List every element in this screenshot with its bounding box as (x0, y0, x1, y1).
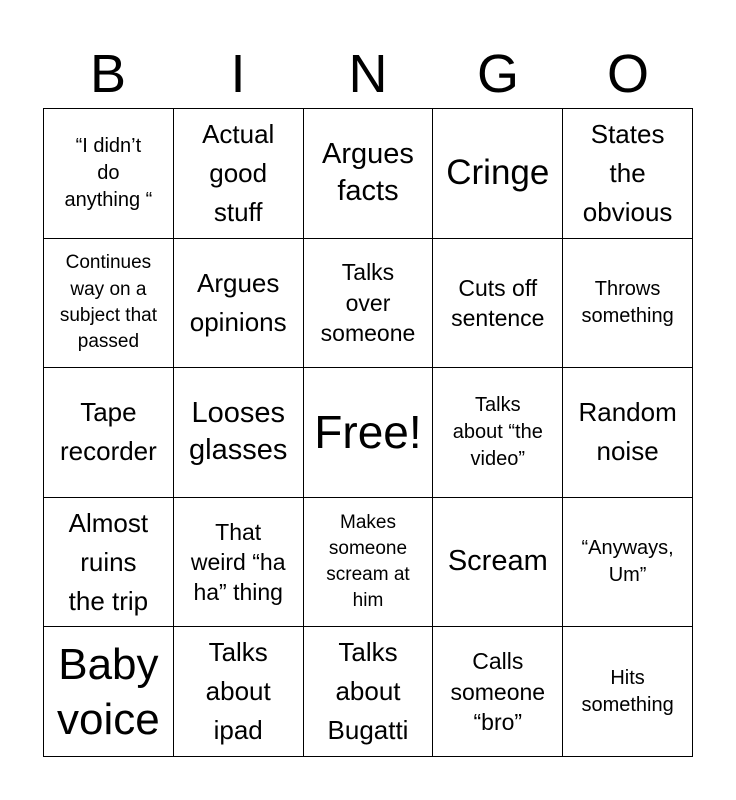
cell-text: Cuts off sentence (451, 274, 545, 331)
cell-text: Calls someone “bro” (450, 648, 546, 735)
bingo-cell[interactable] (563, 627, 693, 757)
cell-text: “I didn’t do anything “ (64, 134, 153, 211)
cell-text: Argues facts (322, 137, 414, 208)
bingo-cell[interactable] (174, 109, 304, 239)
free-space-text: Free! (314, 406, 422, 459)
cell-text: Throws something (581, 277, 674, 327)
bingo-cell[interactable] (433, 109, 563, 239)
cell-text: Continues way on a subject that passed (59, 252, 157, 353)
bingo-cell[interactable] (174, 239, 304, 369)
cell-text: Hits something (581, 666, 674, 716)
cell-text: Argues opinions (189, 267, 287, 337)
bingo-cell[interactable] (44, 109, 174, 239)
cell-text: Scream (447, 545, 548, 578)
cell-text: Cringe (446, 153, 550, 193)
bingo-cell[interactable] (44, 627, 174, 757)
header-letter-n: N (348, 44, 388, 104)
bingo-cell[interactable] (563, 368, 693, 498)
bingo-cell[interactable] (563, 239, 693, 369)
cell-text: Talks about ipad (205, 637, 271, 746)
cell-text: Makes someone scream at him (326, 511, 410, 612)
free-space-cell[interactable] (304, 368, 434, 498)
bingo-cell[interactable] (174, 368, 304, 498)
header-letter-b: B (89, 44, 127, 104)
bingo-cell[interactable] (433, 498, 563, 628)
bingo-cell[interactable] (44, 239, 174, 369)
cell-text: Talks about Bugatti (327, 637, 409, 746)
header-letter-g: G (476, 44, 519, 104)
cell-text: Almost ruins the trip (68, 507, 149, 616)
bingo-cell[interactable] (433, 239, 563, 369)
bingo-cell[interactable] (44, 368, 174, 498)
cell-text: “Anyways, Um” (581, 537, 674, 587)
cell-text: Random noise (578, 397, 677, 467)
bingo-cell[interactable] (174, 627, 304, 757)
bingo-cell[interactable] (44, 498, 174, 628)
bingo-cell[interactable] (304, 498, 434, 628)
bingo-cell[interactable] (563, 109, 693, 239)
bingo-cell[interactable] (433, 368, 563, 498)
cell-text: That weird “ha ha” thing (190, 518, 286, 606)
bingo-header (43, 40, 693, 108)
header-letter-o: O (606, 44, 649, 104)
cell-text: Looses glasses (189, 396, 288, 467)
bingo-cell[interactable] (563, 498, 693, 628)
cell-text: Talks about “the video” (452, 393, 543, 470)
bingo-cell[interactable] (174, 498, 304, 628)
bingo-cell[interactable] (304, 239, 434, 369)
cell-text: States the obvious (582, 118, 673, 227)
header-letter-i: I (230, 44, 246, 104)
cell-text: Actual good stuff (202, 118, 275, 227)
bingo-cell[interactable] (304, 109, 434, 239)
cell-text: Talks over someone (320, 259, 416, 347)
bingo-cell[interactable] (433, 627, 563, 757)
bingo-board (43, 108, 693, 757)
cell-text: Tape recorder (59, 397, 157, 467)
cell-text: Baby voice (57, 639, 160, 744)
bingo-cell[interactable] (304, 627, 434, 757)
